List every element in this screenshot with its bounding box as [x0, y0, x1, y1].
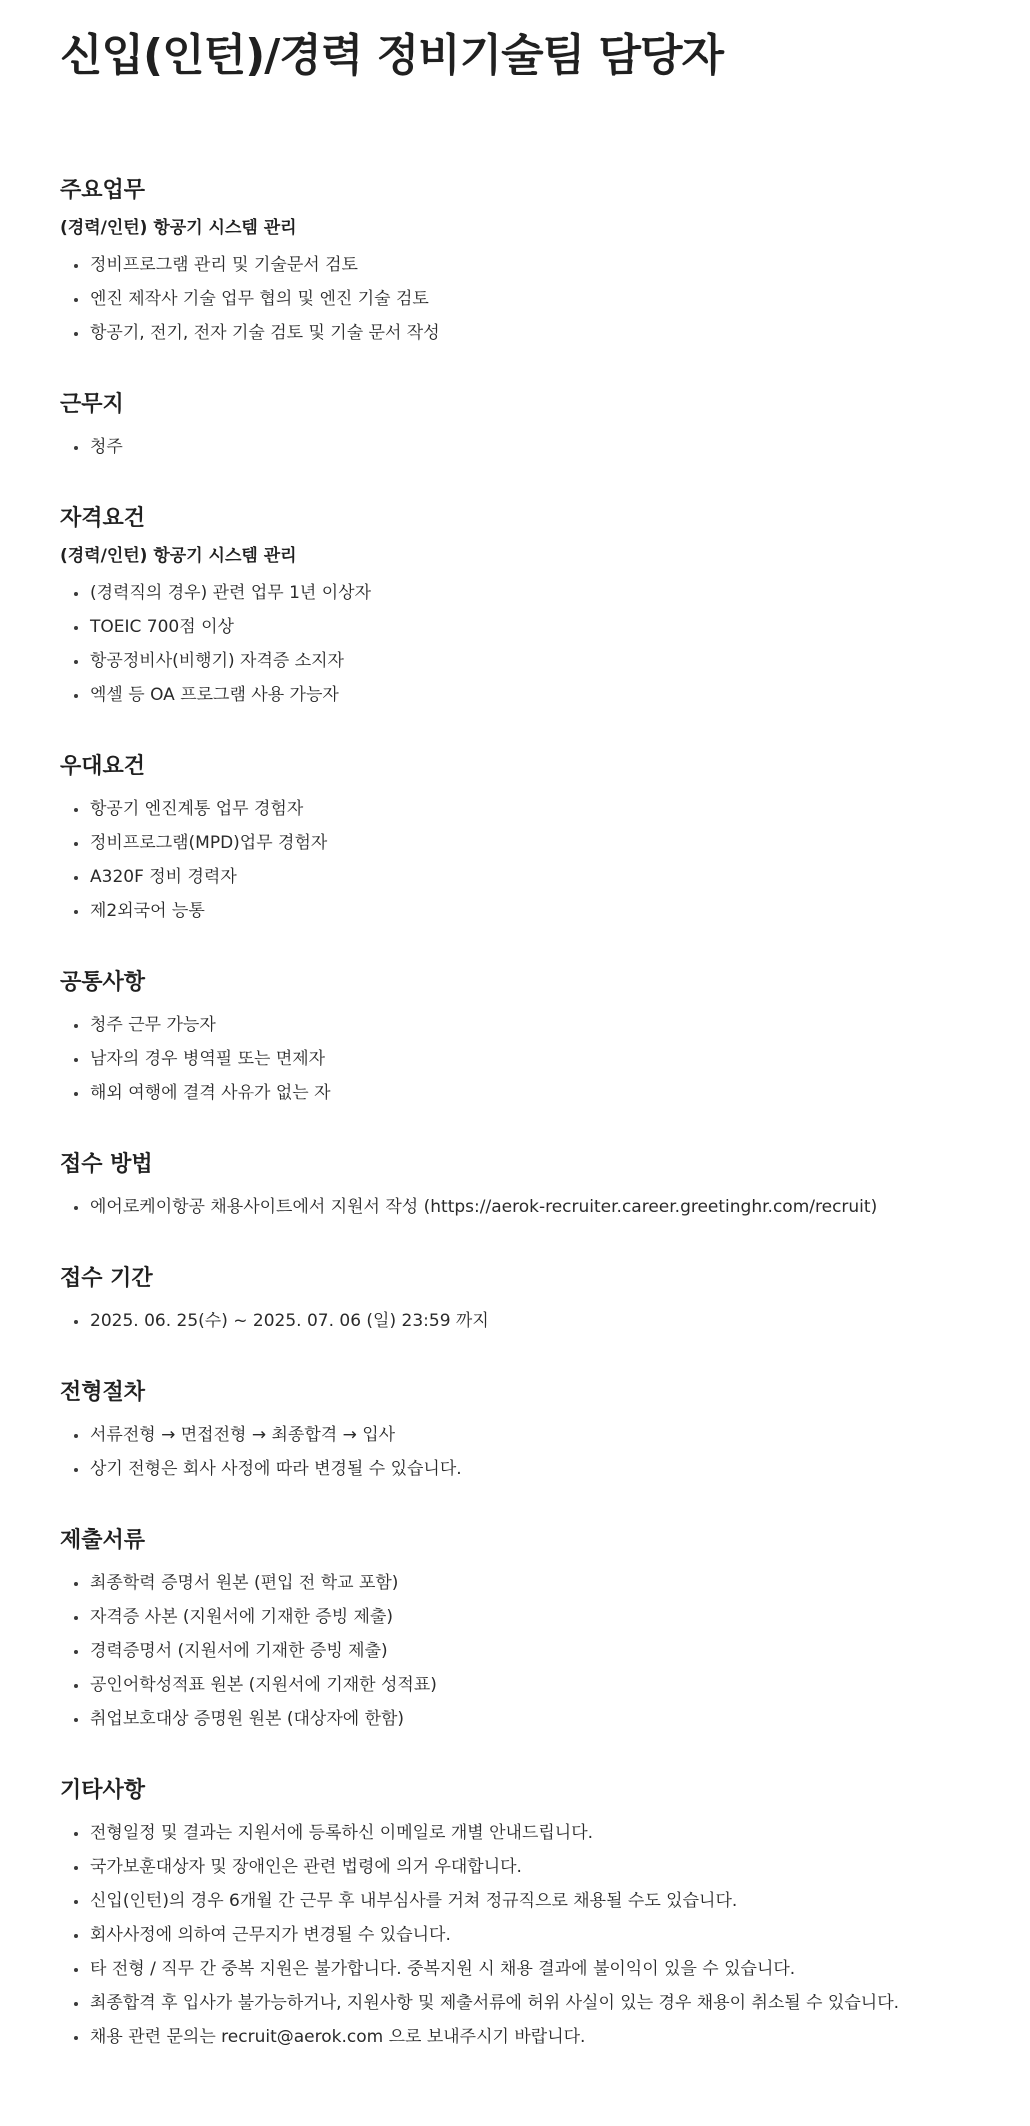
list-item: 엑셀 등 OA 프로그램 사용 가능자	[74, 678, 1020, 712]
list-item: 정비프로그램(MPD)업무 경험자	[74, 826, 1020, 860]
list-item: 서류전형 → 면접전형 → 최종합격 → 입사	[74, 1418, 1020, 1452]
section-heading: 우대요건	[60, 754, 146, 779]
list-item: 엔진 제작사 기술 업무 협의 및 엔진 기술 검토	[74, 282, 1020, 316]
list-item: (경력직의 경우) 관련 업무 1년 이상자	[74, 576, 1020, 610]
list-item: 경력증명서 (지원서에 기재한 증빙 제출)	[74, 1634, 1020, 1668]
list-item: 공인어학성적표 원본 (지원서에 기재한 성적표)	[74, 1668, 1020, 1702]
section-heading: 주요업무	[60, 178, 146, 203]
list-item: 자격증 사본 (지원서에 기재한 증빙 제출)	[74, 1600, 1020, 1634]
section-heading: 접수 방법	[60, 1152, 153, 1177]
list-item: 타 전형 / 직무 간 중복 지원은 불가합니다. 중복지원 시 채용 결과에 불이익이 있을 수 있습니다.	[74, 1952, 1020, 1986]
section	[60, 1526, 1020, 1736]
list-item: 항공기 엔진계통 업무 경험자	[74, 792, 1020, 826]
list-item: 청주 근무 가능자	[74, 1008, 1020, 1042]
list-item: TOEIC 700점 이상	[74, 610, 1020, 644]
list-item: 최종합격 후 입사가 불가능하거나, 지원사항 및 제출서류에 허위 사실이 있는 경우 채용이 취소될 수 있습니다.	[74, 1986, 1020, 2020]
list-item: 국가보훈대상자 및 장애인은 관련 법령에 의거 우대합니다.	[74, 1850, 1020, 1884]
bullet-list	[60, 430, 1020, 464]
section	[60, 390, 1020, 464]
list-item: 2025. 06. 25(수) ~ 2025. 07. 06 (일) 23:59 까지	[74, 1304, 1020, 1338]
section	[60, 968, 1020, 1110]
list-item: 남자의 경우 병역필 또는 면제자	[74, 1042, 1020, 1076]
list-item: 최종학력 증명서 원본 (편입 전 학교 포함)	[74, 1566, 1020, 1600]
section-heading: 자격요건	[60, 506, 146, 531]
list-item: 신입(인턴)의 경우 6개월 간 근무 후 내부심사를 거쳐 정규직으로 채용될 수도 있습니다.	[74, 1884, 1020, 1918]
list-item: 청주	[74, 430, 1020, 464]
list-item: 전형일정 및 결과는 지원서에 등록하신 이메일로 개별 안내드립니다.	[74, 1816, 1020, 1850]
list-item: 해외 여행에 결격 사유가 없는 자	[74, 1076, 1020, 1110]
bullet-list	[60, 576, 1020, 712]
section-heading: 접수 기간	[60, 1266, 153, 1291]
list-item: 채용 관련 문의는 recruit@aerok.com 으로 보내주시기 바랍니다.	[74, 2020, 1020, 2054]
list-item: A320F 정비 경력자	[74, 860, 1020, 894]
bullet-list	[60, 792, 1020, 928]
bullet-list	[60, 1008, 1020, 1110]
section	[60, 1378, 1020, 1486]
section-heading: 기타사항	[60, 1778, 146, 1803]
page-title: 신입(인턴)/경력 정비기술팀 담당자	[60, 30, 723, 81]
list-item: 정비프로그램 관리 및 기술문서 검토	[74, 248, 1020, 282]
bullet-list	[60, 1190, 1020, 1224]
list-item: 항공정비사(비행기) 자격증 소지자	[74, 644, 1020, 678]
bullet-list	[60, 248, 1020, 350]
list-item: 회사사정에 의하여 근무지가 변경될 수 있습니다.	[74, 1918, 1020, 1952]
bullet-list	[60, 1418, 1020, 1486]
section-subheading: (경력/인턴) 항공기 시스템 관리	[60, 218, 297, 238]
bullet-list	[60, 1816, 1020, 2054]
section	[60, 752, 1020, 928]
list-item: 제2외국어 능통	[74, 894, 1020, 928]
section-heading: 제출서류	[60, 1528, 146, 1553]
section-subheading: (경력/인턴) 항공기 시스템 관리	[60, 546, 297, 566]
section-heading: 전형절차	[60, 1380, 146, 1405]
list-item: 상기 전형은 회사 사정에 따라 변경될 수 있습니다.	[74, 1452, 1020, 1486]
bullet-list	[60, 1304, 1020, 1338]
section	[60, 504, 1020, 712]
section-heading: 근무지	[60, 392, 124, 417]
list-item: 에어로케이항공 채용사이트에서 지원서 작성 (https://aerok-recruiter.career.greetinghr.com/recruit)	[74, 1190, 1020, 1224]
list-item: 취업보호대상 증명원 원본 (대상자에 한함)	[74, 1702, 1020, 1736]
sections-container	[60, 176, 1020, 2054]
list-item: 항공기, 전기, 전자 기술 검토 및 기술 문서 작성	[74, 316, 1020, 350]
section	[60, 176, 1020, 350]
section-heading: 공통사항	[60, 970, 146, 995]
section	[60, 1264, 1020, 1338]
section	[60, 1150, 1020, 1224]
bullet-list	[60, 1566, 1020, 1736]
section	[60, 1776, 1020, 2054]
